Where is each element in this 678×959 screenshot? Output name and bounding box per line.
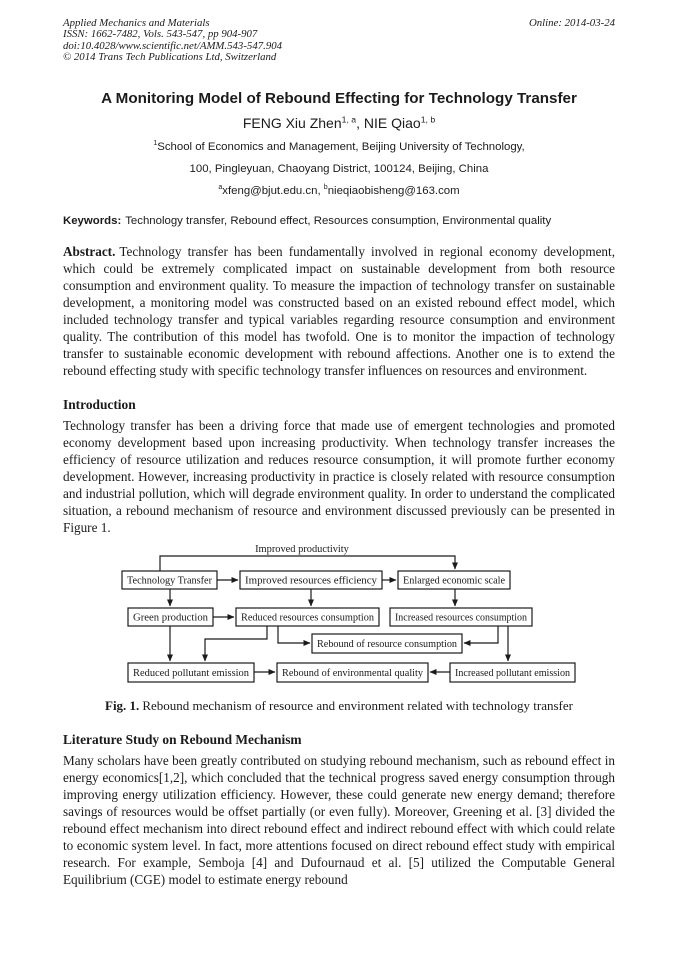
abstract-label: Abstract. xyxy=(63,244,116,260)
doi-line: doi:10.4028/www.scientific.net/AMM.543-547.904 xyxy=(63,39,283,52)
figure-1 xyxy=(63,539,615,692)
affiliation-sup-1: 1 xyxy=(153,140,158,148)
keywords-label: Keywords: xyxy=(63,215,122,228)
svg-text:Reduced pollutant emission: Reduced pollutant emission xyxy=(133,668,250,680)
affiliation-line-1 xyxy=(63,140,615,155)
paper-title: A Monitoring Model of Rebound Effecting for Technology Transfer xyxy=(101,90,577,108)
svg-text:Rebound of resource consumptio: Rebound of resource consumption xyxy=(317,639,458,651)
figure-node-rebound-of-resource-consumption xyxy=(312,634,462,653)
affiliation-line-2: 100, Pingleyuan, Chaoyang District, 100124, Beijing, China xyxy=(189,163,489,176)
issn-line: ISSN: 1662-7482, Vols. 543-547, pp 904-907 xyxy=(63,28,258,41)
svg-text:Enlarged economic scale: Enlarged economic scale xyxy=(403,575,506,587)
journal-header xyxy=(63,18,615,63)
email-sup-b: b xyxy=(323,184,328,192)
svg-text:Increased resources consumptio: Increased resources consumption xyxy=(395,612,528,624)
figure-arrow xyxy=(160,556,455,571)
email-sup-a: a xyxy=(218,184,223,192)
figure-node-reduced-resources-consumption xyxy=(236,608,379,626)
abstract-text: Technology transfer has been fundamentally involved in regional economy development, which could be extremely complicated impact on sustainable development from both resource consumption and environment quality. To measure the impaction of technology transfer on sustainable development, a monitoring model was constructed based on an existed rebound effect model, which included technology transfer and typical variables regarding resource consumption and environment quality. The contribution of this model has twofold. One is to monitor the impaction of technology transfer to sustainable economic development with rebound affections. Another one is to extend the rebound effecting study with specific technology transfer influences on resources and environment. xyxy=(63,244,615,379)
svg-text:Improved resources efficiency: Improved resources efficiency xyxy=(245,575,378,587)
emails-line xyxy=(63,184,615,199)
svg-text:Increased pollutant emission: Increased pollutant emission xyxy=(455,668,571,680)
figure-1-diagram xyxy=(63,539,615,687)
author-name-1: FENG Xiu Zhen xyxy=(242,115,342,132)
svg-text:Technology Transfer: Technology Transfer xyxy=(127,575,213,587)
figure-caption-label: Fig. 1. xyxy=(105,698,140,714)
journal-header-left xyxy=(63,18,282,63)
author-separator: , xyxy=(356,115,364,132)
figure-arrow xyxy=(205,626,267,661)
figure-arrow xyxy=(464,626,498,643)
affiliation-text-1: School of Economics and Management, Beijing University of Technology, xyxy=(157,141,525,154)
figure-node-rebound-of-environmental-quality xyxy=(277,663,428,682)
figure-node-technology-transfer xyxy=(122,571,217,589)
email-a: xfeng@bjut.edu.cn, xyxy=(222,185,324,198)
keywords-text: Technology transfer, Rebound effect, Resources consumption, Environmental quality xyxy=(125,215,552,228)
svg-text:Reduced resources consumption: Reduced resources consumption xyxy=(241,612,375,624)
figure-node-increased-resources-consumption xyxy=(390,608,532,626)
figure-caption-text: Rebound mechanism of resource and environment related with technology transfer xyxy=(142,698,573,714)
section-heading-introduction: Introduction xyxy=(63,397,136,413)
figure-node-green-production xyxy=(128,608,213,626)
abstract-paragraph xyxy=(63,243,615,379)
figure-top-label: Improved productivity xyxy=(255,544,349,556)
introduction-paragraph: Technology transfer has been a driving force that made use of emergent technologies and promoted economy development based upon increasing productivity. When technology transfer increases the efficiency of resource utilization and reduces resource consumption, it will promote further economy development. However, increasing productivity in practice is closely related with resource consumption and industrial pollution, which will degrade environment quality. In order to understand the complicated situation, a rebound mechanism of resource and environment discussed previously can be presented in Figure 1. xyxy=(63,418,615,536)
online-date: Online: 2014-03-24 xyxy=(528,17,615,29)
figure-node-improved-resources-efficiency xyxy=(240,571,382,589)
svg-text:Green production: Green production xyxy=(133,612,209,624)
author-sup-1: 1, a xyxy=(341,114,357,125)
authors-line xyxy=(63,113,615,133)
author-sup-2: 1, b xyxy=(420,114,436,125)
literature-paragraph: Many scholars have been greatly contributed on studying rebound mechanism, such as rebound effect in energy economics[1,2], which concluded that the technical progress saved energy consumption through improving energy utilization efficiency. However, these could generate new energy demand; therefore savings of resources would be offset partially (or even fully). Moreover, Greening et al. [3] divided the rebound effect mechanism into direct rebound effect and indirect rebound effect with which could relate to economic system level. In fact, more attentions focused on direct rebound effect study with empirical research. For example, Semboja [4] and Dufournaud et al. [5] utilized the Computable General Equilibrium (CGE) model to estimate energy rebound xyxy=(63,753,615,888)
journal-name: Applied Mechanics and Materials xyxy=(63,17,210,29)
figure-node-reduced-pollutant-emission xyxy=(128,663,254,682)
copyright-line: © 2014 Trans Tech Publications Ltd, Switzerland xyxy=(63,50,277,63)
email-b: nieqiaobisheng@163.com xyxy=(327,185,460,198)
author-name-2: NIE Qiao xyxy=(363,115,421,132)
section-heading-literature: Literature Study on Rebound Mechanism xyxy=(63,732,302,748)
figure-caption xyxy=(63,698,615,714)
svg-text:Rebound of environmental quali: Rebound of environmental quality xyxy=(282,668,424,680)
keywords-line xyxy=(63,214,615,229)
figure-node-enlarged-economic-scale xyxy=(398,571,510,589)
figure-node-increased-pollutant-emission xyxy=(450,663,575,682)
figure-arrow xyxy=(278,626,310,643)
